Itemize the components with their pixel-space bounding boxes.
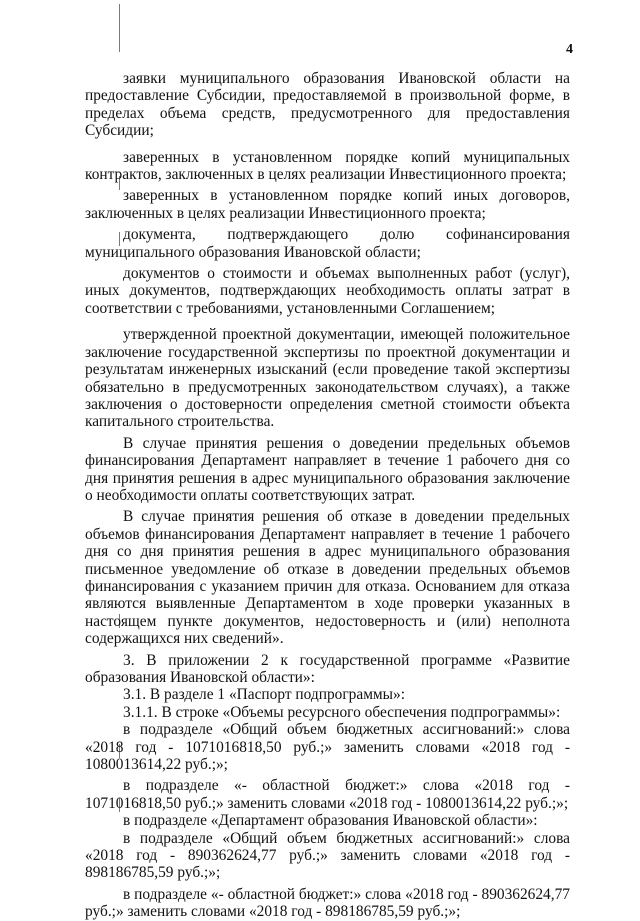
paragraph: в подразделе «Департамент образования Ивановской области»:	[123, 812, 538, 830]
paragraph: В случае принятия решения о доведении предельных объемов финансирования Департамент направляет в течение 1 рабочего дня со дня принятия решения в адрес муниципального образования заключение о необходимости оплаты соответствующих затрат.	[85, 434, 570, 504]
scan-margin-line	[119, 4, 120, 52]
paragraph: в подразделе «- областной бюджет:» слова «2018 год - 1071016818,50 руб.;» заменить словами «2018 год - 1080013614,22 руб.;»;	[85, 777, 570, 812]
paragraph: 3.1.1. В строке «Объемы ресурсного обеспечения подпрограммы»:	[123, 703, 561, 721]
paragraph: в подразделе «- областной бюджет:» слова «2018 год - 890362624,77 руб.;» заменить словами «2018 год - 898186785,59 руб.;»;	[85, 885, 570, 921]
paragraph: 3. В приложении 2 к государственной программе «Развитие образования Ивановской области»:	[85, 651, 570, 686]
paragraph: в подразделе «Общий объем бюджетных ассигнований:» слова «2018 год - 890362624,77 руб.;» заменить словами «2018 год - 898186785,59 руб.;»;	[85, 829, 570, 882]
paragraph: в подразделе «Общий объем бюджетных ассигнований:» слова «2018 год - 1071016818,50 руб.;» заменить словами «2018 год - 1080013614,22 руб.;»;	[85, 721, 570, 774]
paragraph: утвержденной проектной документации, имеющей положительное заключение государственной экспертизы по проектной документации и результатам инженерных изысканий (если проведение такой экспертизы обязательно в предусмотренных законодательством случаях), а также заключения о достоверности определения сметной стоимости объекта капитального строительства.	[85, 326, 570, 431]
document-body	[85, 70, 570, 921]
paragraph: документа, подтверждающего долю софинансирования муниципального образования Ивановской области;	[85, 226, 570, 261]
paragraph: заверенных в установленном порядке копий иных договоров, заключенных в целях реализации Инвестиционного проекта;	[85, 187, 570, 222]
paragraph: В случае принятия решения об отказе в доведении предельных объемов финансирования Департамент направляет в течение 1 рабочего дня со дня принятия решения в адрес муниципального образования письменное уведомление об отказе в доведении предельных объемов финансирования с указанием причин для отказа. Основанием для отказа являются выявленные Департаментом в ходе проверки указанных в настоящем пункте документов, недостоверность и (или) неполнота содержащихся них сведений».	[85, 508, 570, 648]
paragraph: документов о стоимости и объемах выполненных работ (услуг), иных документов, подтверждающих необходимость оплаты затрат в соответствии с требованиями, установленными Соглашением;	[85, 265, 570, 317]
paragraph: заявки муниципального образования Ивановской области на предоставление Субсидии, предоставляемой в произвольной форме, в пределах объема средств, предусмотренного для предоставления Субсидии;	[85, 70, 570, 140]
paragraph: 3.1. В разделе 1 «Паспорт подпрограммы»:	[123, 686, 405, 704]
paragraph: заверенных в установленном порядке копий муниципальных контрактов, заключенных в целях реализации Инвестиционного проекта;	[85, 148, 570, 184]
page-number: 4	[566, 42, 573, 57]
